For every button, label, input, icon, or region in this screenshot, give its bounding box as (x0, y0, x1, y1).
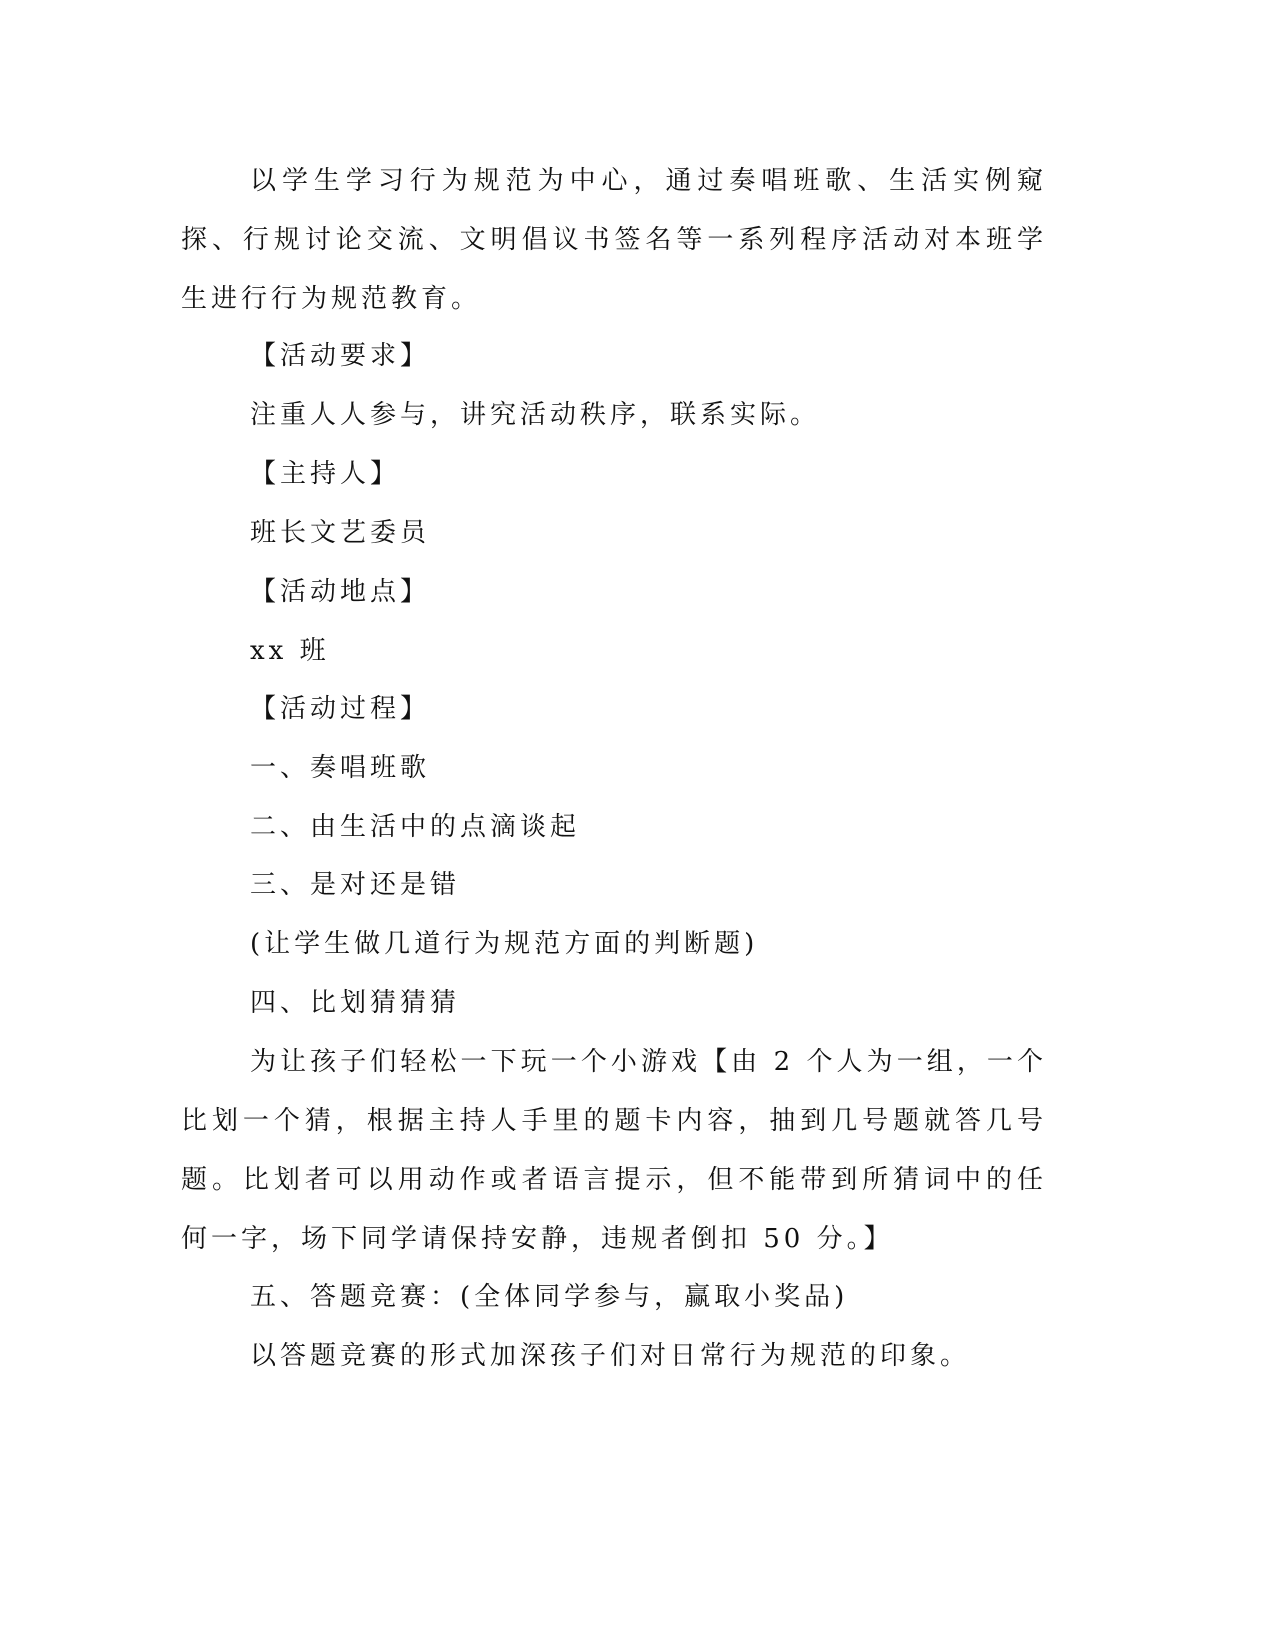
step-2: 二、由生活中的点滴谈起 (250, 812, 581, 842)
step-3-note: (让学生做几道行为规范方面的判断题) (250, 929, 759, 959)
intro-paragraph: 以学生学习行为规范为中心，通过奏唱班歌、生活实例窥探、行规讨论交流、文明倡议书签名等一系列程序活动对本班学生进行行为规范教育。 (181, 166, 1047, 314)
location-text: xx 班 (250, 636, 330, 666)
game-paragraph: 为让孩子们轻松一下玩一个小游戏【由 2 个人为一组，一个比划一个猜，根据主持人手里的题卡内容，抽到几号题就答几号题。比划者可以用动作或者语言提示，但不能带到所猜词中的任何一字，场下同学请保持安静，违规者倒扣 50 分。】 (181, 1047, 1047, 1254)
step-1: 一、奏唱班歌 (250, 753, 431, 783)
heading-process: 【活动过程】 (250, 694, 431, 724)
contest-text: 以答题竞赛的形式加深孩子们对日常行为规范的印象。 (250, 1341, 971, 1371)
step-4: 四、比划猜猜猜 (250, 988, 461, 1018)
heading-location: 【活动地点】 (250, 577, 431, 607)
step-3: 三、是对还是错 (250, 870, 461, 900)
step-5: 五、答题竞赛：(全体同学参与，赢取小奖品) (250, 1282, 849, 1312)
requirements-text: 注重人人参与，讲究活动秩序，联系实际。 (250, 400, 821, 430)
heading-host: 【主持人】 (250, 459, 401, 489)
host-text: 班长文艺委员 (250, 518, 431, 548)
heading-activity-requirements: 【活动要求】 (250, 341, 431, 371)
